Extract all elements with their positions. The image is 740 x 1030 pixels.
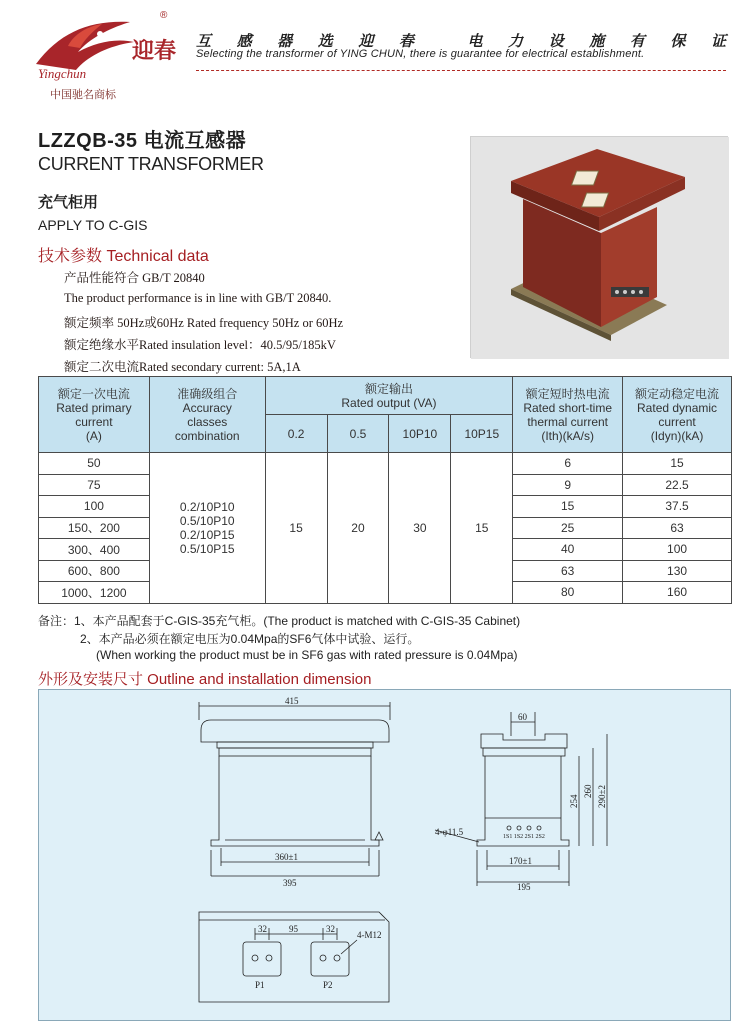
spec-line: 额定绝缘水平Rated insulation level：40.5/95/185kV xyxy=(64,338,336,352)
outline-drawing xyxy=(38,689,731,1021)
spec-line: 产品性能符合 GB/T 20840 xyxy=(64,271,205,285)
yingchun-logo xyxy=(30,12,177,82)
cell-primary: 300、400 xyxy=(39,539,150,561)
outline-heading: 外形及安装尺寸 Outline and installation dimension xyxy=(38,671,372,688)
dim-holes: 4-φ11.5 xyxy=(435,827,464,837)
label-p2: P2 xyxy=(323,980,333,990)
header-thermal-current: 额定短时热电流 Rated short-time thermal current (Ith)(kA/s) xyxy=(513,377,623,453)
cell-dynamic: 100 xyxy=(623,539,732,561)
slogan-char: 力 xyxy=(508,33,524,50)
header-output-10p10: 10P10 xyxy=(389,415,451,453)
slogan-char: 有 xyxy=(629,33,645,50)
cell-output-10p15: 15 xyxy=(451,453,513,604)
slogan-en: Selecting the transformer of YING CHUN, there is guarantee for electrical establishment. xyxy=(196,48,645,60)
cell-thermal: 63 xyxy=(513,560,623,582)
cell-thermal: 9 xyxy=(513,474,623,496)
slogan-char: 保 xyxy=(670,33,686,50)
dim-top-width: 415 xyxy=(285,696,299,706)
header-output-10p15: 10P15 xyxy=(451,415,513,453)
technical-data-heading: 技术参数 Technical data xyxy=(38,248,209,265)
logo-cn-text: 迎春 xyxy=(132,39,177,64)
registered-mark: ® xyxy=(160,10,168,21)
spec-line: The product performance is in line with GB/T 20840. xyxy=(64,291,332,305)
slogan-char: 迎 xyxy=(358,33,374,50)
header-accuracy-classes: 准确级组合 Accuracy classes combination xyxy=(149,377,265,453)
cell-dynamic: 160 xyxy=(623,582,732,604)
cell-thermal: 80 xyxy=(513,582,623,604)
table-row xyxy=(39,453,732,475)
cell-primary: 75 xyxy=(39,474,150,496)
product-photo xyxy=(470,136,728,358)
note-2: 2、本产品必须在额定电压为0.04Mpa的SF6气体中试验、运行。 xyxy=(80,632,420,646)
logo-subtitle: 中国驰名商标 xyxy=(50,89,116,101)
cell-output-0.5: 20 xyxy=(327,453,389,604)
cell-dynamic: 130 xyxy=(623,560,732,582)
cell-dynamic: 63 xyxy=(623,517,732,539)
header-divider xyxy=(196,70,726,71)
terminal-labels: 1S1 1S2 2S1 2S2 xyxy=(503,834,545,840)
header-output-0.2: 0.2 xyxy=(265,415,327,453)
dim-base-width: 395 xyxy=(283,878,297,888)
spec-line: 额定二次电流Rated secondary current: 5A,1A xyxy=(64,360,301,374)
slogan-char: 证 xyxy=(710,33,726,50)
dim-height-260: 260 xyxy=(583,784,593,798)
page-title: LZZQB-35 电流互感器 xyxy=(38,130,247,152)
slogan-char: 施 xyxy=(589,33,605,50)
logo-script-text: Yingchun xyxy=(38,66,87,81)
dim-side-top: 60 xyxy=(518,712,527,722)
header-dynamic-current: 额定动稳定电流 Rated dynamic current (Idyn)(kA) xyxy=(623,377,732,453)
dim-gap-left: 32 xyxy=(258,924,267,934)
dim-height-254: 254 xyxy=(569,794,579,808)
header-output-0.5: 0.5 xyxy=(327,415,389,453)
dim-side-inner: 170±1 xyxy=(509,856,532,866)
cell-primary: 600、800 xyxy=(39,560,150,582)
specification-table xyxy=(38,376,732,604)
note-1: 备注：1、本产品配套于C-GIS-35充气柜。(The product is matched with C-GIS-35 Cabinet) xyxy=(38,614,521,628)
label-p1: P1 xyxy=(255,980,265,990)
slogan-char: 选 xyxy=(317,33,333,50)
cell-thermal: 25 xyxy=(513,517,623,539)
dim-height-290: 290±2 xyxy=(597,785,607,808)
cell-primary: 100 xyxy=(39,496,150,518)
header-rated-output: 额定输出 Rated output (VA) xyxy=(265,377,513,415)
spec-line: 额定频率 50Hz或60Hz Rated frequency 50Hz or 60Hz xyxy=(64,316,344,330)
cell-output-0.2: 15 xyxy=(265,453,327,604)
cell-thermal: 6 xyxy=(513,453,623,475)
page-title-en: CURRENT TRANSFORMER xyxy=(38,154,264,174)
cell-primary: 50 xyxy=(39,453,150,475)
dim-gap-mid: 95 xyxy=(289,924,298,934)
dim-inner-width: 360±1 xyxy=(275,852,298,862)
cell-accuracy: 0.2/10P10 0.5/10P10 0.2/10P15 0.5/10P15 xyxy=(149,453,265,604)
slogan-char: 互 xyxy=(196,33,212,50)
cell-output-10p10: 30 xyxy=(389,453,451,604)
cell-primary: 1000、1200 xyxy=(39,582,150,604)
slogan-char: 春 xyxy=(398,33,414,50)
cell-primary: 150、200 xyxy=(39,517,150,539)
dim-gap-right: 32 xyxy=(326,924,335,934)
slogan-char: 电 xyxy=(467,33,483,50)
cell-dynamic: 22.5 xyxy=(623,474,732,496)
slogan-char: 感 xyxy=(236,33,252,50)
dim-side-base: 195 xyxy=(517,882,531,892)
note-3: (When working the product must be in SF6 gas with rated pressure is 0.04Mpa) xyxy=(96,648,518,662)
cell-thermal: 15 xyxy=(513,496,623,518)
cell-thermal: 40 xyxy=(513,539,623,561)
cell-dynamic: 15 xyxy=(623,453,732,475)
slogan-char: 设 xyxy=(548,33,564,50)
slogan-char: 器 xyxy=(277,33,293,50)
header-primary-current: 额定一次电流 Rated primary current (A) xyxy=(39,377,150,453)
cell-dynamic: 37.5 xyxy=(623,496,732,518)
apply-cn: 充气柜用 xyxy=(38,193,99,211)
dim-m12: 4-M12 xyxy=(357,930,382,940)
apply-en: APPLY TO C-GIS xyxy=(38,217,148,233)
